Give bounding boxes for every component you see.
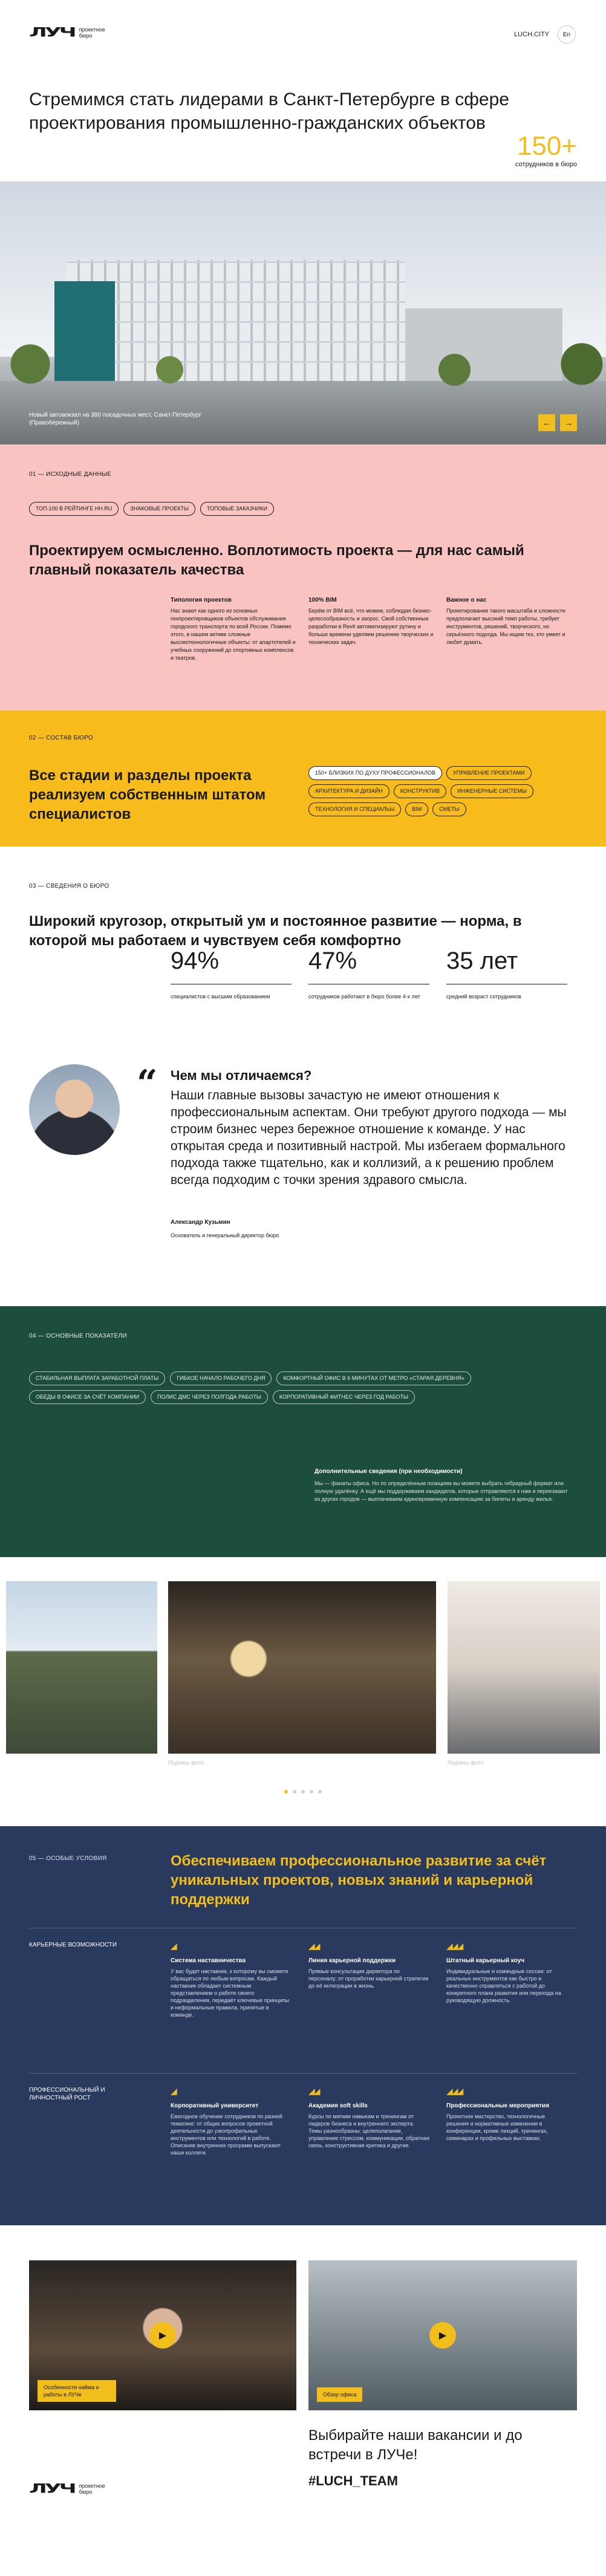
- stripes-icon: ◢◢: [308, 1941, 319, 1951]
- section-label: 01 — ИСХОДНЫЕ ДАННЫЕ: [29, 471, 112, 478]
- logo-mark: ЛУЧ: [29, 2481, 74, 2496]
- item-text: Ежегодное обучение сотрудников по разной тематике: от общих вопросов проектной деятельности до узкопрофильных инструментов или технологий в работе. Описание внутренних программ выпускают наши коллеги.: [171, 2113, 282, 2156]
- section-about: [0, 847, 606, 1306]
- info-column: [446, 597, 573, 646]
- hero-slider: [0, 181, 606, 444]
- quote-author: Александр Кузьмин: [171, 1219, 230, 1226]
- tag-list: [29, 502, 274, 516]
- stripes-icon: ◢: [171, 1941, 176, 1951]
- condition-item: [171, 2086, 292, 2156]
- section-heading: Проектируем осмысленно. Воплотимость проекта — для нас самый главный показатель качества: [29, 542, 524, 578]
- video-card[interactable]: [29, 2260, 296, 2410]
- arrow-right-icon[interactable]: →: [560, 414, 577, 431]
- stat-block: [446, 946, 567, 1000]
- play-icon[interactable]: ▶: [429, 2322, 456, 2349]
- section-baseline: [0, 444, 606, 711]
- logo-subtitle: проектное бюро: [79, 2483, 105, 2495]
- logo-subtitle: проектное бюро: [79, 27, 105, 39]
- tag[interactable]: ТОП-100 В РЕЙТИНГЕ HH.RU: [29, 502, 119, 516]
- section-team: [0, 711, 606, 847]
- gallery-dot[interactable]: [318, 1790, 322, 1794]
- photo-caption: Подпись фото: [168, 1760, 204, 1766]
- employees-caption: сотрудников в бюро: [515, 161, 577, 168]
- extra-text: Мы — фанаты офиса. Но по определённым позициям вы можете выбрать гибридный формат или полную удалёнку. А ещё мы поддерживаем кандидатов, которые отправляются к нам и переезжают из других городов — выплачиваем единовременную компенсацию за билеты и аренду жилья.: [314, 1480, 568, 1502]
- row-label: ПРОФЕССИОНАЛЬНЫЙ И ЛИЧНОСТНЫЙ РОСТ: [29, 2087, 105, 2101]
- info-column: [308, 597, 435, 646]
- gallery-dot-active[interactable]: [284, 1790, 288, 1794]
- employees-value: 150+: [516, 131, 577, 161]
- photo-gallery: [0, 1557, 606, 1826]
- stripes-icon: ◢◢◢: [446, 1941, 463, 1951]
- stat-value: 35 лет: [446, 946, 567, 984]
- tag[interactable]: ТЕХНОЛОГИЯ И СПЕЦИАЛЬЫ: [308, 802, 401, 816]
- avatar: [29, 1064, 120, 1155]
- tag-list: [308, 766, 581, 816]
- stripes-icon: ◢◢◢: [446, 2086, 463, 2096]
- video-label: Обзор офиса: [317, 2387, 362, 2402]
- tag[interactable]: КОМФОРТНЫЙ ОФИС В 6 МИНУТАХ ОТ МЕТРО «СТАРАЯ ДЕРЕВНЯ»: [276, 1371, 471, 1385]
- column-title: Типология проектов: [171, 597, 232, 603]
- section-heading: Обеспечиваем профессиональное развитие за счёт уникальных проектов, новых знаний и карьерной поддержки: [171, 1853, 547, 1908]
- stat-value: 47%: [308, 946, 429, 984]
- hashtag[interactable]: #LUCH_TEAM: [308, 2473, 398, 2488]
- video-label: Особенности найма и работы в ЛУЧе: [37, 2380, 116, 2402]
- row-label: КАРЬЕРНЫЕ ВОЗМОЖНОСТИ: [29, 1942, 117, 1948]
- section-label: 02 — СОСТАВ БЮРО: [29, 735, 93, 741]
- tag[interactable]: КОРПОРАТИВНЫЙ ФИТНЕС ЧЕРЕЗ ГОД РАБОТЫ: [273, 1390, 415, 1404]
- arrow-left-icon[interactable]: ←: [538, 414, 555, 431]
- page-title: Стремимся стать лидерами в Санкт-Петербурге в сфере проектирования промышленно-гражданских объектов: [29, 89, 509, 133]
- tag[interactable]: АРХИТЕКТУРА И ДИЗАЙН: [308, 784, 389, 798]
- quote-text: Наши главные вызовы зачастую не имеют отношения к профессиональным аспектам. Они требуют другого подхода — мы строим бизнес через бережное отношение к команде. У нас открытая среда и позитивный настрой. Мы избегаем формального подхода также тщательно, как и коллизий, а к решению проблем всегда подходим с точки зрения здравого смысла.: [171, 1088, 567, 1187]
- header: [0, 0, 606, 181]
- section-indicators: [0, 1306, 606, 1557]
- section-videos: [0, 2225, 606, 2576]
- condition-item: [171, 1941, 292, 2018]
- stripes-icon: ◢◢: [308, 2086, 319, 2096]
- gallery-photo[interactable]: [6, 1581, 157, 1754]
- video-card[interactable]: [308, 2260, 577, 2410]
- section-conditions: [0, 1826, 606, 2225]
- stat-caption: специалистов с высшим образованием: [171, 994, 270, 1000]
- gallery-photo[interactable]: [168, 1581, 436, 1754]
- column-title: Важное о нас: [446, 597, 487, 603]
- item-title: Линия карьерной поддержки: [308, 1957, 396, 1964]
- tag[interactable]: ПОЛИС ДМС ЧЕРЕЗ ПОЛГОДА РАБОТЫ: [151, 1390, 268, 1404]
- quote-role: Основатель и генеральный директор бюро: [171, 1232, 279, 1238]
- item-title: Профессиональные мероприятия: [446, 2103, 550, 2109]
- gallery-dot[interactable]: [293, 1790, 296, 1794]
- site-link[interactable]: LUCH.CITY: [513, 31, 549, 38]
- stat-block: [171, 946, 292, 1000]
- item-text: У вас будет наставник, к которому вы сможете обращаться по любым вопросам. Каждый наставник обладает системным представлением о работе своего подразделения, передаёт ключевые принципы и неформальные правила, принятые в команде.: [171, 1968, 290, 2018]
- gallery-photo[interactable]: [448, 1581, 600, 1754]
- condition-item: [308, 1941, 429, 1989]
- header-right: [514, 25, 576, 44]
- stat-caption: средний возраст сотрудников: [446, 994, 521, 1000]
- item-text: Курсы по мягким навыкам и тренингам от лидеров бизнеса и внутреннего эксперта. Темы разнообразны: целеполагание, управление стрессом, коммуникации, обратная связь, конструктивная критика и другие.: [308, 2113, 429, 2148]
- stripes-icon: ◢: [171, 2086, 176, 2096]
- tag[interactable]: ТОПОВЫЕ ЗАКАЗЧИКИ: [200, 502, 274, 516]
- tag[interactable]: СТАБИЛЬНАЯ ВЫПЛАТА ЗАРАБОТНОЙ ПЛАТЫ: [29, 1371, 165, 1385]
- building-teal-volume: [54, 281, 115, 381]
- stat-caption: сотрудников работают в бюро более 4-х лет: [308, 994, 420, 1000]
- section-label: 03 — СВЕДЕНИЯ О БЮРО: [29, 883, 109, 890]
- item-text: Проектное мастерство, технологичные решения и нормативные изменения в конференции, кроме лекций, тренингах, семинарах и профильных выставках.: [446, 2113, 548, 2141]
- quote-icon: “: [137, 1062, 158, 1105]
- tag-active[interactable]: 150+ БЛИЗКИХ ПО ДУХУ ПРОФЕССИОНАЛОВ: [308, 766, 442, 780]
- column-text: Проектирование такого масштаба и сложности предполагает высокий темп работы, требует инструментов, решений, творческого, но серьёзного подхода. Мы ищем тех, кто умеет и любит думать.: [446, 608, 565, 645]
- tag[interactable]: УПРАВЛЕНИЕ ПРОЕКТАМИ: [446, 766, 532, 780]
- tag-list: [29, 1371, 573, 1404]
- condition-item: [308, 2086, 429, 2149]
- column-title: 100% BIM: [308, 597, 337, 603]
- column-text: Берём от BIM всё, что можем, соблюдая бизнес-целесообразность и запрос. Свой собственные разработки в Revit автоматизируют рутину и больше времени уделяем решению творческих и технических задач.: [308, 608, 434, 645]
- info-column: [171, 597, 298, 662]
- gallery-dots: [0, 1790, 606, 1794]
- logo-mark: ЛУЧ: [29, 25, 74, 40]
- section-label: 04 — ОСНОВНЫЕ ПОКАЗАТЕЛИ: [29, 1333, 127, 1339]
- slide-caption: Новый автовокзал на 380 посадочных мест, Санкт-Петербург (Правобережный): [29, 412, 201, 426]
- extra-title: Дополнительные сведения (при необходимости): [314, 1468, 463, 1475]
- section-heading: Все стадии и разделы проекта реализуем собственным штатом специалистов: [29, 767, 266, 822]
- tag[interactable]: ЗНАКОВЫЕ ПРОЕКТЫ: [123, 502, 195, 516]
- language-switch[interactable]: En: [558, 25, 576, 44]
- section-heading: Широкий кругозор, открытый ум и постоянное развитие — норма, в которой мы работаем и чувствуем себя комфортно: [29, 913, 522, 949]
- tag[interactable]: СМЕТЫ: [432, 802, 466, 816]
- condition-item: [446, 2086, 567, 2142]
- stat-block: [308, 946, 429, 1000]
- condition-item: [446, 1941, 567, 2004]
- stat-value: 94%: [171, 946, 292, 984]
- photo-caption: Подпись фото: [448, 1760, 484, 1766]
- section-label: 05 — ОСОБЫЕ УСЛОВИЯ: [29, 1855, 107, 1862]
- item-title: Академия soft skills: [308, 2103, 368, 2109]
- play-icon[interactable]: ▶: [149, 2322, 176, 2349]
- extra-info: [314, 1468, 569, 1503]
- item-text: Прямые консультации директора по персоналу: от проработки карьерной стратегии до её интеграции в жизнь.: [308, 1968, 429, 1989]
- item-title: Штатный карьерный коуч: [446, 1957, 525, 1964]
- logo[interactable]: [29, 22, 116, 44]
- item-title: Корпоративный университет: [171, 2103, 259, 2109]
- tag[interactable]: BIM: [405, 802, 428, 816]
- tag[interactable]: КОНСТРУКТИВ: [394, 784, 446, 798]
- column-text: Нас знают как одного из основных генпроектировщиков объектов обслуживания городского транспорта по всей России. Помимо этого, в нашем активе сложные высокотехнологичные объекты: от апартотелей и учебных сооружений до спортивных комплексов и театров.: [171, 608, 296, 661]
- tag[interactable]: ИНЖЕНЕРНЫЕ СИСТЕМЫ: [451, 784, 533, 798]
- slider-controls: [538, 414, 577, 431]
- quote-title: Чем мы отличаемся?: [171, 1068, 312, 1083]
- tag[interactable]: ГИБКОЕ НАЧАЛО РАБОЧЕГО ДНЯ: [170, 1371, 272, 1385]
- item-title: Система наставничества: [171, 1957, 246, 1964]
- footer-logo[interactable]: [29, 2478, 116, 2500]
- employees-stat: [515, 132, 577, 168]
- tag[interactable]: ОБЕДЫ В ОФИСЕ ЗА СЧЁТ КОМПАНИИ: [29, 1390, 146, 1404]
- item-text: Индивидуальные и командные сессии: от реальных инструментов как быстро и качественно справляться с работой до конкретного плана развития или перехода на руководящую должность.: [446, 1968, 561, 2003]
- gallery-dot[interactable]: [301, 1790, 305, 1794]
- gallery-dot[interactable]: [310, 1790, 313, 1794]
- cta-text: Выбирайте наши вакансии и до встречи в ЛУЧе!: [308, 2427, 523, 2463]
